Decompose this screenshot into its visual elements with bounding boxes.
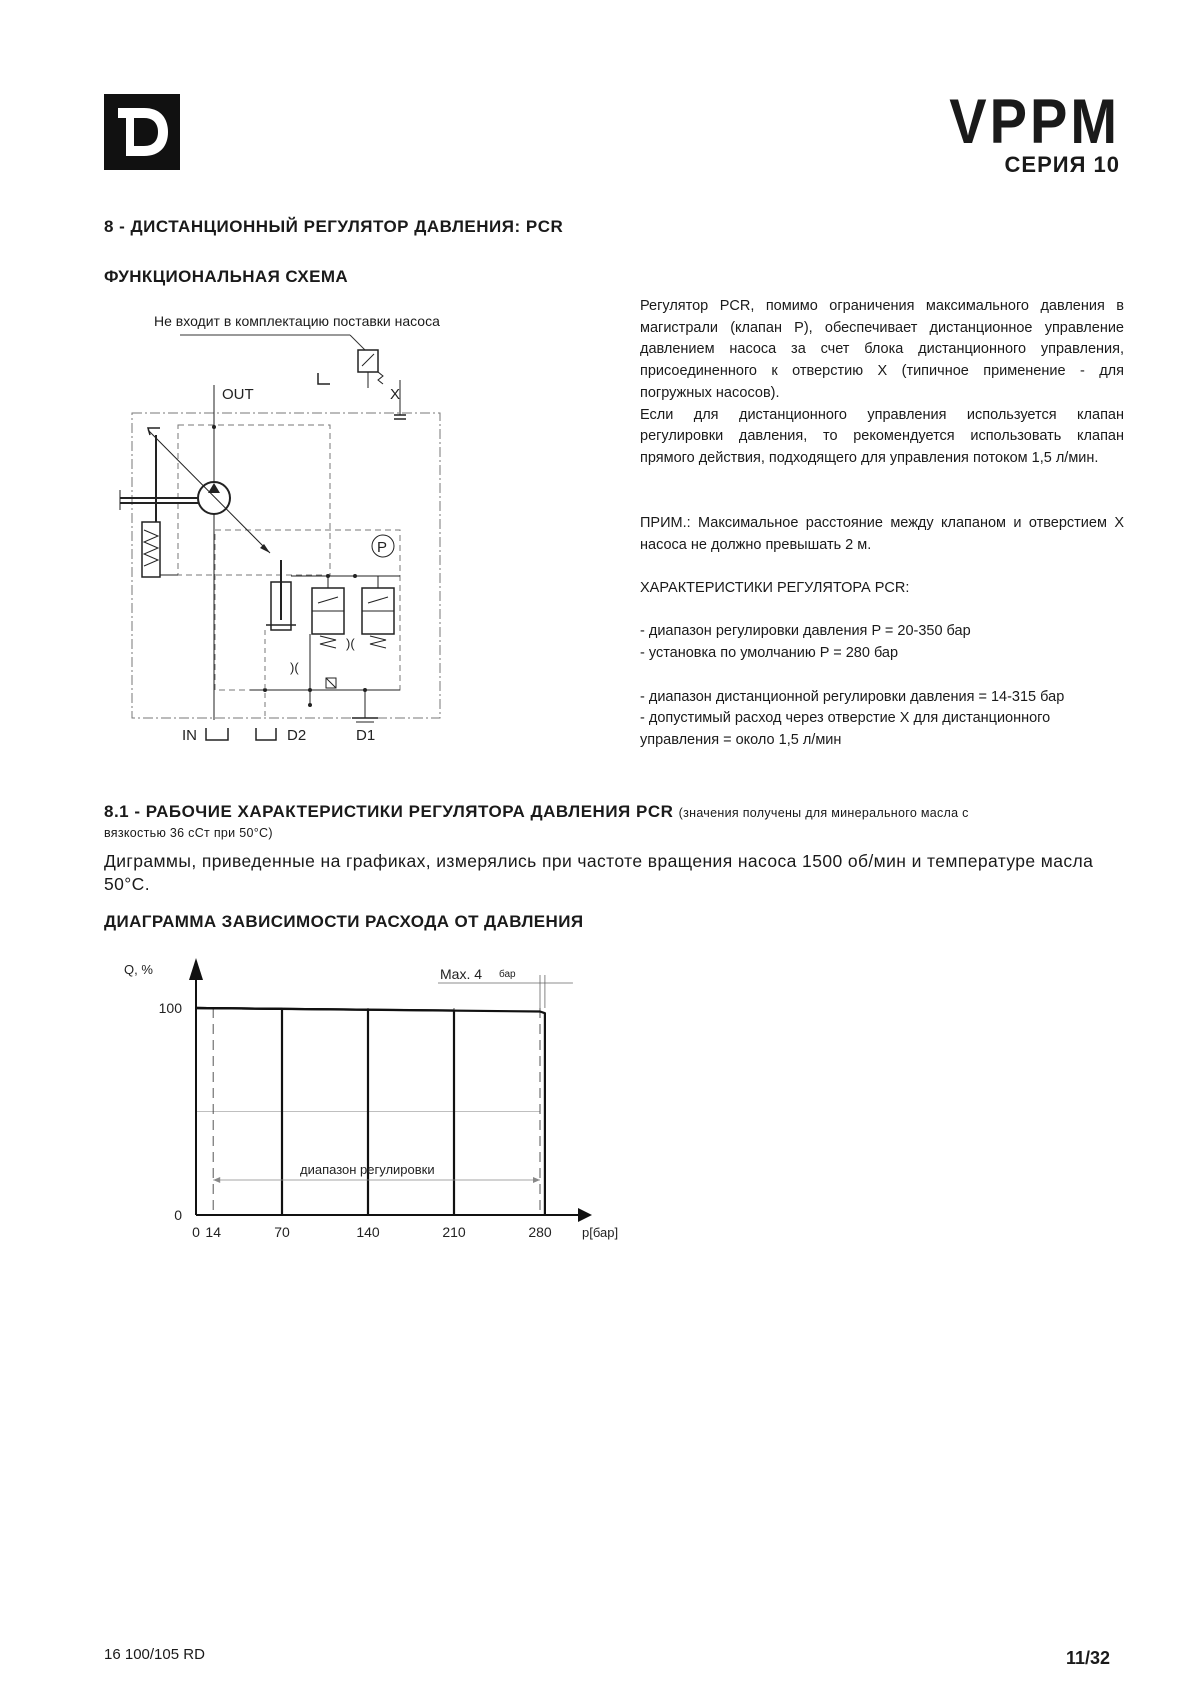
range-arrow-left (213, 1177, 220, 1183)
d2-port-label: D2 (287, 727, 307, 744)
series-label: СЕРИЯ 10 (1004, 152, 1120, 177)
section-8-1-heading: 8.1 - РАБОЧИЕ ХАРАКТЕРИСТИКИ РЕГУЛЯТОРА ДАВЛЕНИЯ PCR (104, 802, 674, 821)
characteristics-item: - установка по умолчанию P = 280 бар (640, 645, 899, 662)
description-paragraph-2: Если для дистанционного управления используется клапан регулировки давления, то рекомендуется использовать клапан прямого действия, подходящего для управления потоком 1,5 л/мин. (640, 406, 1124, 466)
x-tick-label: 14 (205, 1224, 221, 1240)
out-port-label: OUT (222, 386, 254, 403)
y-tick-label: 0 (174, 1207, 182, 1223)
in-port-label: IN (182, 727, 197, 744)
section-8-1-title (104, 801, 1104, 824)
measurement-conditions: Диграммы, приведенные на графиках, измерялись при частоте вращения насоса 1500 об/мин и температуре масла 50°C. (104, 851, 1094, 894)
y-tick-label: 100 (158, 1000, 182, 1016)
x-tick-label: 280 (528, 1224, 552, 1240)
range-label: диапазон регулировки (300, 1162, 435, 1177)
not-included-note: Не входит в комплектацию поставки насоса (154, 313, 440, 329)
section-8-1-note-cont: вязкостью 36 сСт при 50°C) (104, 826, 273, 840)
x-tick-label: 210 (442, 1224, 466, 1240)
p-valve-label: P (377, 539, 388, 556)
x-tick-label: 0 (192, 1224, 200, 1240)
schematic-title: ФУНКЦИОНАЛЬНАЯ СХЕМА (104, 267, 349, 286)
x-axis-arrow (578, 1208, 592, 1222)
d1-port-label: D1 (356, 727, 376, 744)
x-axis-label: p[бар] (582, 1225, 619, 1240)
section-8-1-note: (значения получены для минерального масла с (678, 806, 969, 820)
characteristics-title: ХАРАКТЕРИСТИКИ РЕГУЛЯТОРА PCR: (640, 580, 910, 597)
x-tick-label: 140 (356, 1224, 380, 1240)
characteristics-item: - допустимый расход через отверстие X для дистанционного управления = около 1,5 л/мин (640, 710, 1051, 748)
y-axis-arrow (189, 958, 203, 980)
characteristics-item: - диапазон регулировки давления P = 20-350 бар (640, 623, 971, 640)
functional-schematic (100, 300, 580, 760)
svg-text:)(: )( (290, 660, 299, 675)
y-axis-label: Q, % (124, 962, 153, 977)
max-label: Max. 4 (440, 966, 483, 982)
duplomatic-logo (104, 94, 180, 170)
flow-pressure-chart (110, 950, 630, 1250)
product-code: VPPM (949, 85, 1120, 157)
svg-text:)(: )( (346, 636, 355, 651)
description-paragraph-1: Регулятор PCR, помимо ограничения максимального давления в магистрали (клапан P), обеспечивает дистанционное управление давлением насоса за счет блока дистанционного управления, присоединенного к отверстию X (типичное применение - для погружных насосов). (640, 298, 1124, 401)
range-arrow-right (533, 1177, 540, 1183)
max-unit-label: бар (499, 969, 516, 980)
section-title: 8 - ДИСТАНЦИОННЫЙ РЕГУЛЯТОР ДАВЛЕНИЯ: PCR (104, 217, 564, 236)
diagram-title: ДИАГРАММА ЗАВИСИМОСТИ РАСХОДА ОТ ДАВЛЕНИЯ (104, 912, 584, 931)
description-column (640, 296, 1124, 752)
page-number: 11/32 (1066, 1648, 1111, 1668)
x-tick-label: 70 (274, 1224, 290, 1240)
document-code: 16 100/105 RD (104, 1646, 205, 1663)
characteristics-item: - диапазон дистанционной регулировки давления = 14-315 бар (640, 688, 1065, 705)
distance-note: ПРИМ.: Максимальное расстояние между клапаном и отверстием X насоса не должно превышать 2 м. (640, 515, 1124, 553)
x-port-label: X (390, 386, 401, 403)
